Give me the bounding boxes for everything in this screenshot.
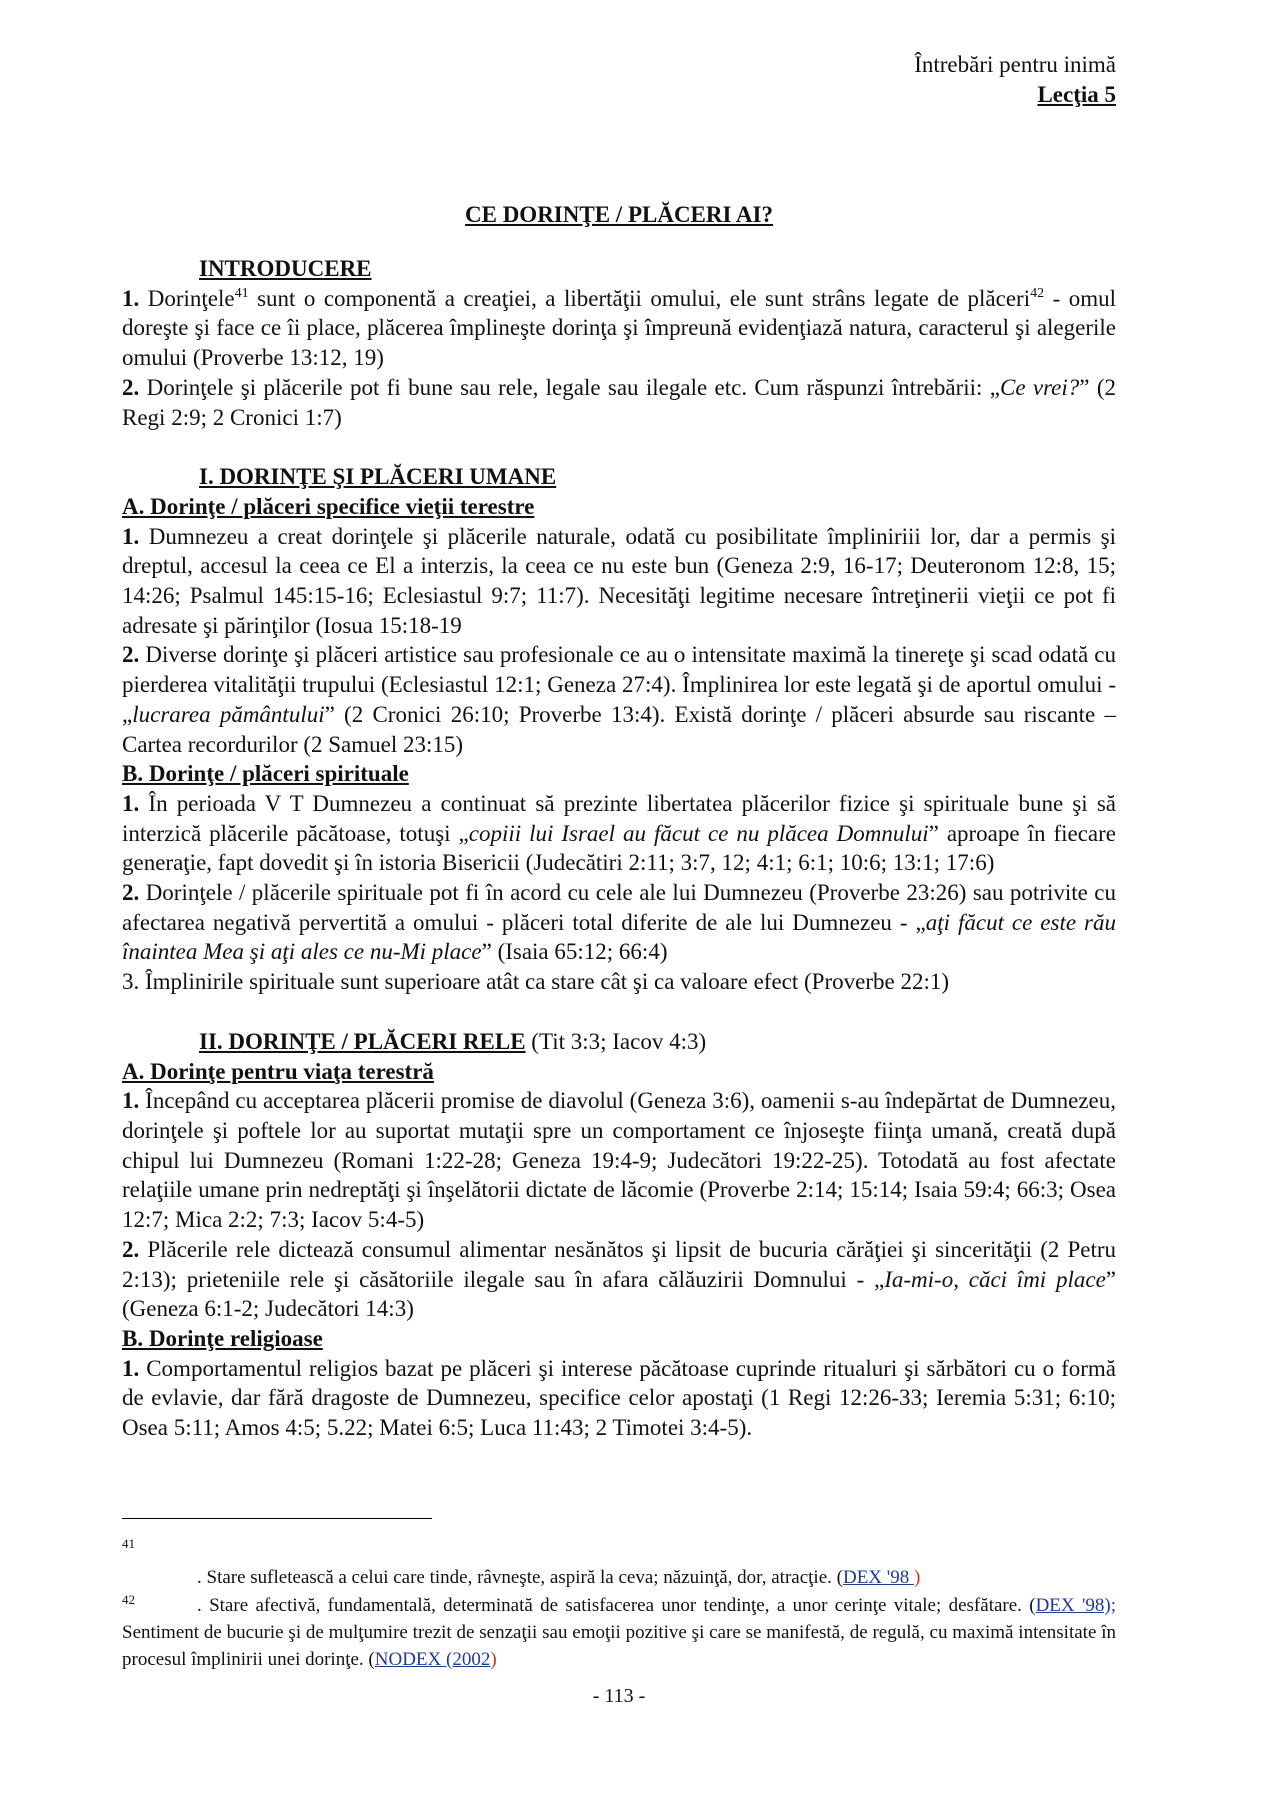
section-2a-paragraph-1: 1. Începând cu acceptarea plăcerii promise de diavolul (Geneza 3:6), oamenii s-au îndepărtat de Dumnezeu, dorinţele şi poftele lor au suportat mutaţii spre un comportament ce înjoseşte fiinţa umană, creată după chipul lui Dumnezeu (Romani 1:22-28; Geneza 19:4-9; Judecători 19:22-25). Totodată au fost afectate relaţiile umane prin nedreptăţi şi înşelătorii dictate de lăcomie (Proverbe 2:14; 15:14; Isaia 59:4; 66:3; Osea 12:7; Mica 2:2; 7:3; Iacov 5:4-5)	[122, 1088, 1116, 1233]
section-1b-paragraph-1: 1. În perioada V T Dumnezeu a continuat să prezinte libertatea plăcerilor fizice şi spirituale bune şi să interzică plăcerile păcătoase, totuşi „copiii lui Israel au făcut ce nu plăcea Domnului” aproape în fiecare generaţie, fapt dovedit şi în istoria Bisericii (Judecătiri 2:11; 3:7, 12; 4:1; 6:1; 10:6; 13:1; 17:6)	[122, 790, 1116, 876]
dex98-link[interactable]: DEX '98	[842, 1567, 914, 1588]
section-2-heading: II. DORINŢE / PLĂCERI RELE (Tit 3:3; Iacov 4:3)	[199, 1028, 707, 1054]
footnote-41-number: 41	[122, 1536, 135, 1551]
section-1a-paragraph-1: 1. Dumnezeu a creat dorinţele şi plăcerile naturale, odată cu posibilitate împliniriii lor, dar a permis şi dreptul, accesul la ceea ce El a interzis, la ceea ce nu este bun (Geneza 2:9, 16-17; Deuteronom 12:8, 15; 14:26; Psalmul 145:15-16; Eclesiastul 9:7; 11:7). Necesităţi legitime necesare întreţinerii vieţii ce pot fi adresate şi părinţilor (Iosua 15:18-19	[122, 523, 1116, 638]
section-2a-paragraph-2: 2. Plăcerile rele dictează consumul alimentar nesănătos şi lipsit de bucuria cărăţiei şi sincerităţii (2 Petru 2:13); prieteniile rele şi căsătoriile ilegale sau în afara călăuzirii Domnului - „Ia-mi-o, căci îmi place” (Geneza 6:1-2; Judecători 14:3)	[122, 1236, 1116, 1322]
intro-paragraph-2: 2. Dorinţele şi plăcerile pot fi bune sau rele, legale sau ilegale etc. Cum răspunzi întrebării: „Ce vrei?” (2 Regi 2:9; 2 Cronici 1:7)	[122, 374, 1116, 430]
section-1a-paragraph-2: 2. Diverse dorinţe şi plăceri artistice sau profesionale ce au o intensitate maximă la tinereţe şi scad odată cu pierderea vitalităţii trupului (Eclesiastul 12:1; Geneza 27:4). Împlinirea lor este legată şi de aportul omului - „lucrarea pământului” (2 Cronici 26:10; Proverbe 13:4). Există dorinţe / plăceri absurde sau riscante – Cartea recordurilor (2 Samuel 23:15)	[122, 642, 1116, 757]
section-1-heading: I. DORINŢE ŞI PLĂCERI UMANE	[199, 464, 557, 490]
section-1a-heading: A. Dorinţe / plăceri specifice vieţii terestre	[122, 493, 535, 519]
footnote-ref-42[interactable]: 42	[1030, 285, 1045, 301]
section-2b-paragraph-1: 1. Comportamentul religios bazat pe plăceri şi interese păcătoase cuprinde ritualuri şi sărbători cu o formă de evlavie, dar fără dragoste de Dumnezeu, specifice celor apostaţi (1 Regi 12:26-33; Ieremia 5:31; 6:10; Osea 5:11; Amos 4:5; 5.22; Matei 6:5; Luca 11:43; 2 Timotei 3:4-5).	[122, 1355, 1116, 1441]
section-1b-paragraph-3: 3. Împlinirile spirituale sunt superioare atât ca stare cât şi ca valoare efect (Proverbe 22:1)	[122, 969, 950, 995]
section-1b-paragraph-2: 2. Dorinţele / plăcerile spirituale pot fi în acord cu cele ale lui Dumnezeu (Proverbe 23:26) sau potrivite cu afectarea negativă pervertită a omului - plăceri total diferite de ale lui Dumnezeu - „aţi făcut ce este rău înaintea Mea şi aţi ales ce nu-Mi place” (Isaia 65:12; 66:4)	[122, 880, 1116, 965]
document-body	[122, 254, 1116, 1443]
section-2b-heading: B. Dorinţe religioase	[122, 1325, 323, 1351]
running-header-title: Întrebări pentru inimă	[914, 52, 1116, 77]
footnote-41: . Stare sufletească a celui care tinde, râvneşte, aspiră la ceva; năzuinţă, dor, atracţie. (DEX '98 )	[197, 1567, 921, 1588]
dex98-link-2[interactable]: DEX '98);	[1035, 1595, 1116, 1616]
page-title: CE DORINŢE / PLĂCERI AI?	[465, 202, 773, 227]
intro-heading: INTRODUCERE	[199, 256, 372, 281]
footnote-separator	[122, 1518, 432, 1519]
section-2a-heading: A. Dorinţe pentru viaţa terestră	[122, 1058, 434, 1084]
document-page	[122, 0, 1116, 1800]
footnote-42-number: 42	[122, 1592, 135, 1607]
running-header-lesson: Lecţia 5	[1037, 82, 1116, 107]
footnote-ref-41[interactable]: 41	[234, 285, 249, 301]
nodex-link[interactable]: NODEX (2002	[374, 1649, 491, 1670]
footnote-42: . Stare afectivă, fundamentală, determinată de satisfacerea unor tendinţe, a unor cerinţe vitale; desfătare. (DEX '98); Sentiment de bucurie şi de mulţumire trezit de senzaţii sau emoţii pozitive şi care se manifestă, de regulă, cu maximă intensitate în procesul împlinirii unei dorinţe. (NODEX (2002)	[122, 1595, 1116, 1670]
intro-paragraph-1: 1. Dorinţele$^{41}$ sunt o componentă a creaţiei, a libertăţii omului, ele sunt strâns legate de plăceri$^{42}$ - omul doreşte şi face ce îi place, plăcerea împlineşte dorinţa şi împreună evidenţiază natura, caracterul şi alegerile omului (Proverbe 13:12, 19)	[122, 285, 1116, 371]
page-number: - 113 -	[592, 1685, 646, 1707]
section-1b-heading: B. Dorinţe / plăceri spirituale	[122, 761, 409, 787]
